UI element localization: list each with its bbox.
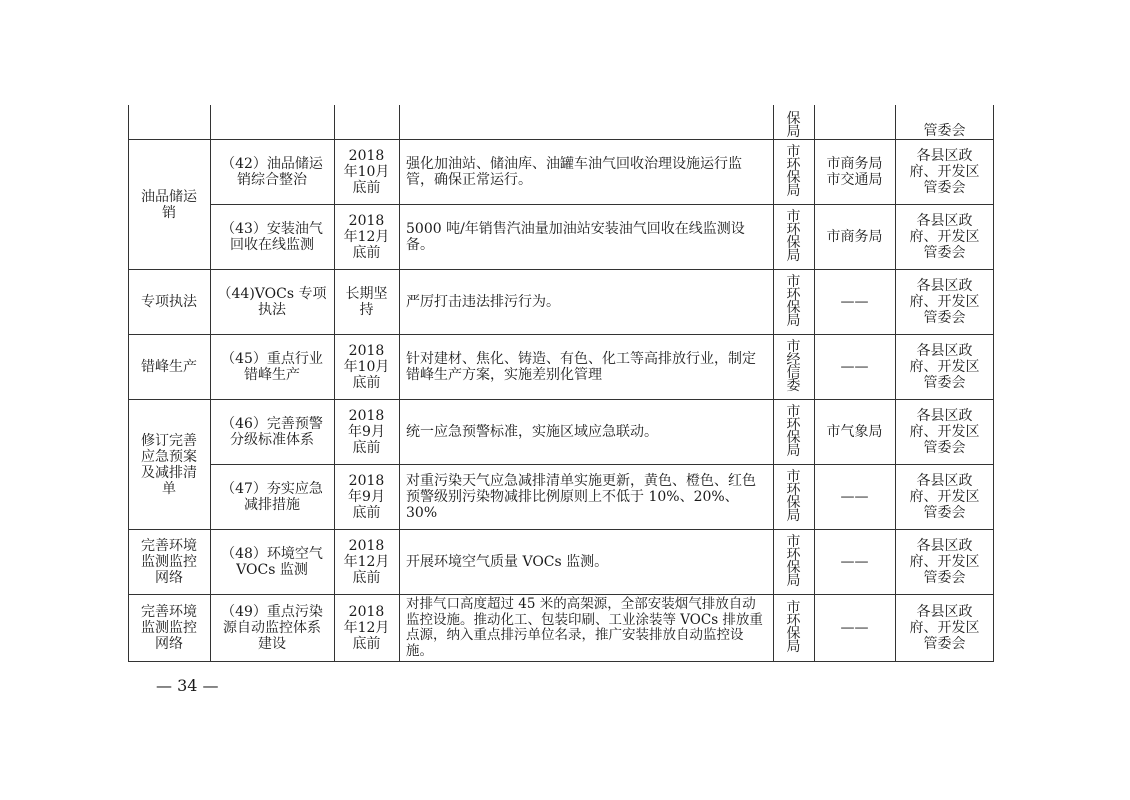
cooperating-agency-cell — [815, 465, 894, 529]
deadline-cell — [335, 530, 398, 594]
responsible-text: 管委会 — [923, 123, 966, 139]
table-border-right — [993, 105, 994, 661]
task-cell — [400, 140, 772, 204]
category-cell — [129, 595, 209, 661]
lead-agency-cell — [774, 105, 813, 139]
cooperating-agency-cell — [815, 140, 894, 204]
deadline-cell — [335, 595, 398, 661]
category-text: 错峰生产 — [141, 359, 197, 375]
lead-agency-cell — [774, 465, 813, 529]
lead-agency-cell — [774, 530, 813, 594]
responsible-cell — [896, 140, 993, 204]
responsible-cell — [896, 270, 993, 334]
lead-agency-text: 市环保局 — [786, 469, 801, 524]
responsible-cell — [896, 400, 993, 464]
category-cell — [129, 140, 209, 269]
responsible-text: 各县区政府、开发区管委会 — [909, 148, 980, 196]
cooperating-agency-text: —— — [840, 554, 869, 570]
cooperating-agency-text: —— — [840, 294, 869, 310]
responsible-text: 各县区政府、开发区管委会 — [909, 408, 980, 456]
lead-agency-text: 市环保局 — [786, 534, 801, 589]
deadline-text: 2018年12月底前 — [343, 213, 390, 261]
lead-agency-cell — [774, 595, 813, 661]
item-text: （46）完善预警分级标准体系 — [221, 416, 323, 448]
responsible-cell — [896, 465, 993, 529]
task-text: 开展环境空气质量 VOCs 监测。 — [406, 554, 609, 570]
responsible-text: 各县区政府、开发区管委会 — [909, 538, 980, 586]
task-cell — [400, 270, 772, 334]
responsible-text: 各县区政府、开发区管委会 — [909, 343, 980, 391]
cooperating-agency-cell — [815, 205, 894, 269]
responsible-text: 各县区政府、开发区管委会 — [909, 473, 980, 521]
cooperating-agency-cell — [815, 595, 894, 661]
task-text: 统一应急预警标准，实施区域应急联动。 — [406, 424, 658, 440]
deadline-cell — [335, 270, 398, 334]
item-text: （44)VOCs 专项执法 — [217, 286, 327, 318]
lead-agency-text: 市环保局 — [786, 144, 801, 199]
lead-agency-text: 保局 — [786, 111, 801, 139]
cooperating-agency-text: —— — [840, 489, 869, 505]
item-cell — [211, 400, 333, 464]
task-text: 5000 吨/年销售汽油量加油站安装油气回收在线监测设备。 — [406, 221, 745, 253]
cooperating-agency-text: —— — [840, 620, 869, 636]
item-text: （45）重点行业错峰生产 — [221, 351, 323, 383]
deadline-text: 2018年9月底前 — [348, 408, 385, 456]
category-cell — [129, 530, 209, 594]
lead-agency-cell — [774, 140, 813, 204]
lead-agency-cell — [774, 335, 813, 399]
cooperating-agency-text: 市气象局 — [826, 424, 883, 440]
lead-agency-text: 市环保局 — [786, 274, 801, 329]
responsible-cell — [896, 595, 993, 661]
cooperating-agency-text: 市商务局 — [826, 229, 883, 245]
lead-agency-cell — [774, 205, 813, 269]
task-text: 严厉打击违法排污行为。 — [406, 294, 560, 310]
item-cell — [211, 465, 333, 529]
deadline-text: 2018年10月底前 — [343, 148, 390, 196]
responsible-text: 各县区政府、开发区管委会 — [909, 604, 980, 652]
responsible-cell — [896, 335, 993, 399]
task-cell — [400, 400, 772, 464]
category-text: 完善环境监测监控网络 — [141, 604, 197, 652]
category-text: 完善环境监测监控网络 — [141, 538, 197, 586]
deadline-cell — [335, 140, 398, 204]
task-text: 对排气口高度超过 45 米的高架源，全部安装烟气排放自动监控设施。推动化工、包装印刷、工业涂装等 VOCs 排放重点源，纳入重点排污单位名录，推广安装排放自动监控设施。 — [406, 596, 763, 659]
task-cell — [400, 595, 772, 661]
deadline-cell — [335, 465, 398, 529]
item-text: （43）安装油气回收在线监测 — [221, 221, 323, 253]
item-text: （49）重点污染源自动监控体系建设 — [221, 604, 323, 652]
lead-agency-cell — [774, 400, 813, 464]
item-cell — [211, 335, 333, 399]
deadline-text: 2018年10月底前 — [343, 343, 390, 391]
task-cell — [400, 205, 772, 269]
cooperating-agency-cell — [815, 400, 894, 464]
item-cell — [211, 270, 333, 334]
responsible-text: 各县区政府、开发区管委会 — [909, 213, 980, 261]
responsible-cell — [896, 530, 993, 594]
deadline-cell — [335, 335, 398, 399]
deadline-cell — [335, 400, 398, 464]
lead-agency-cell — [774, 270, 813, 334]
item-text: （48）环境空气VOCs 监测 — [221, 546, 323, 578]
responsible-text: 各县区政府、开发区管委会 — [909, 278, 980, 326]
task-cell — [400, 530, 772, 594]
category-cell — [129, 400, 209, 529]
lead-agency-text: 市环保局 — [786, 404, 801, 459]
task-text: 对重污染天气应急减排清单实施更新，黄色、橙色、红色预警级别污染物减排比例原则上不低于 10%、20%、30% — [406, 473, 756, 521]
responsible-cell — [896, 105, 993, 139]
table-border-bottom — [128, 661, 994, 662]
category-text: 油品储运销 — [141, 188, 197, 221]
cooperating-agency-cell — [815, 270, 894, 334]
task-cell — [400, 335, 772, 399]
item-text: （42）油品储运销综合整治 — [221, 156, 323, 188]
deadline-text: 长期坚持 — [345, 286, 388, 318]
task-text: 强化加油站、储油库、油罐车油气回收治理设施运行监管，确保正常运行。 — [406, 156, 742, 188]
lead-agency-text: 市经信委 — [786, 339, 801, 394]
cooperating-agency-cell — [815, 530, 894, 594]
task-cell — [400, 465, 772, 529]
cooperating-agency-text: —— — [840, 359, 869, 375]
cooperating-agency-cell — [815, 335, 894, 399]
item-cell — [211, 205, 333, 269]
item-text: （47）夯实应急减排措施 — [221, 481, 323, 513]
category-cell — [129, 335, 209, 399]
category-text: 修订完善应急预案及减排清单 — [141, 432, 197, 497]
deadline-text: 2018年12月底前 — [343, 604, 390, 652]
lead-agency-text: 市环保局 — [786, 209, 801, 264]
category-cell — [129, 270, 209, 334]
item-cell — [211, 595, 333, 661]
responsible-cell — [896, 205, 993, 269]
task-text: 针对建材、焦化、铸造、有色、化工等高排放行业，制定错峰生产方案，实施差别化管理 — [406, 351, 756, 383]
deadline-text: 2018年12月底前 — [343, 538, 390, 586]
lead-agency-text: 市环保局 — [786, 600, 801, 655]
deadline-text: 2018年9月底前 — [348, 473, 385, 521]
item-cell — [211, 140, 333, 204]
category-text: 专项执法 — [141, 294, 197, 310]
cooperating-agency-text: 市商务局市交通局 — [826, 156, 883, 188]
item-cell — [211, 530, 333, 594]
deadline-cell — [335, 205, 398, 269]
page-number: — 34 — — [156, 676, 219, 695]
